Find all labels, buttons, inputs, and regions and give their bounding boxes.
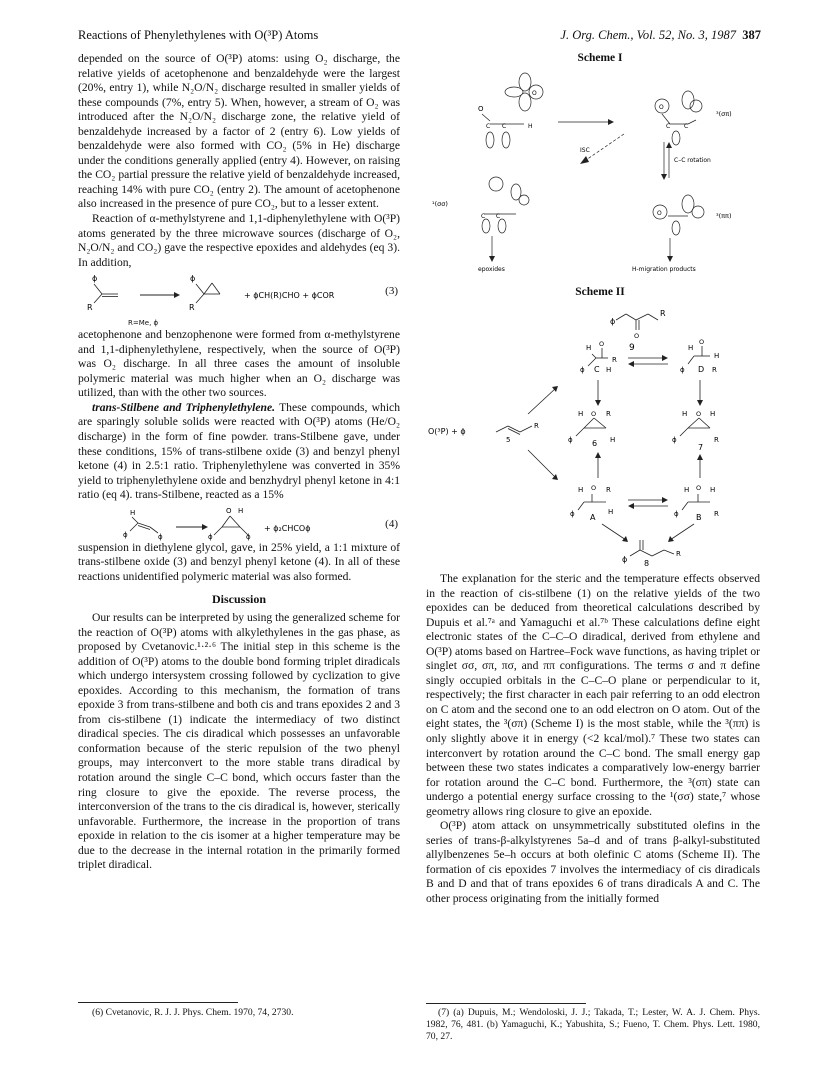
equation-4 [78, 503, 400, 541]
atom-h: H [714, 352, 720, 360]
atom-c: C [496, 213, 501, 220]
o-label: O [226, 506, 232, 515]
compound-a: A [590, 513, 596, 522]
page-number: 387 [742, 28, 761, 42]
phi-label: ϕ [580, 366, 585, 374]
equation-3-products: + ϕCH(R)CHO + ϕCOR [244, 291, 335, 301]
scheme-1-title: Scheme I [577, 52, 623, 64]
compound-c: C [594, 365, 600, 374]
paragraph: Reaction of α-methylstyrene and 1,1-diphenylethylene with O(³P) atoms generated by the three microwave sources (discharge of O₂, N₂O/N₂ and CO₂) gave the respective epoxides and aldehydes (eq 3). In addition, [78, 212, 400, 269]
phi-label: ϕ [190, 274, 196, 284]
atom-o: O [591, 484, 597, 492]
atom-o: O [696, 410, 702, 418]
atom-h: H [610, 436, 616, 444]
reactant-label: O(³P) + ϕ [428, 427, 466, 436]
phi-label: ϕ [246, 532, 251, 541]
paragraph: acetophenone and benzophenone were formed from α-methylstyrene and 1,1-diphenylethylene, respectively, when the source of O(³P) was O₂ discharge. In all three cases the amount of insoluble polymeric material was much higher when an O₂ discharge was utilized, than with the other two sources. [78, 328, 400, 400]
atom-o: O [657, 210, 662, 217]
phi-label: ϕ [672, 436, 677, 444]
phi-label: ϕ [674, 510, 679, 518]
h-label: H [238, 506, 244, 515]
atom-r: R [714, 436, 719, 444]
paragraph-with-runin-head [78, 401, 400, 503]
phi-label: ϕ [680, 366, 685, 374]
atom-c: C [502, 123, 507, 130]
journal-citation: J. Org. Chem., Vol. 52, No. 3, 1987 [560, 28, 736, 42]
atom-o: O [659, 104, 664, 111]
footnote-6: (6) Cvetanovic, R. J. J. Phys. Chem. 1970, 74, 2730. [92, 1007, 294, 1018]
runin-heading: trans-Stilbene and Triphenylethylene. [92, 400, 275, 414]
equation-remark: R=Me, ϕ [128, 319, 159, 328]
atom-h: H [586, 344, 592, 352]
atom-r: R [676, 550, 681, 558]
atom-h: H [578, 486, 584, 494]
equation-number: (4) [385, 517, 398, 530]
atom-c: C [684, 123, 689, 130]
atom-o: O [696, 484, 702, 492]
atom-r: R [712, 366, 717, 374]
atom-r: R [606, 410, 611, 418]
state-label-3-sigma-pi: ³(σπ) [716, 110, 732, 118]
atom-h: H [528, 123, 533, 130]
h-migration-label: H-migration products [632, 266, 696, 273]
footnote-7: (7) (a) Dupuis, M.; Wendoloski, J. J.; Takada, T.; Lester, W. A. J. Chem. Phys. 1982, 76, 481. (b) Yamaguchi, K.; Yabushita, S.; Fueno, T. Chem. Phys. Lett. 1980, 70, 27. [426, 1007, 760, 1042]
atom-o: O [532, 90, 537, 97]
left-column [78, 52, 400, 873]
scheme-2-title: Scheme II [575, 286, 625, 298]
atom-h: H [682, 410, 688, 418]
compound-5: 5 [506, 436, 511, 444]
phi-label: ϕ [570, 510, 575, 518]
atom-r: R [606, 486, 611, 494]
equation-number: (3) [385, 285, 398, 298]
paragraph: O(³P) atom attack on unsymmetrically substituted olefins in the series of trans-β-alkylstyrenes 5a–d and of trans β-alkyl-substituted allylbenzenes 5e–h occurs at both olefinic C atoms (Scheme II). The formation of cis epoxides 7 involves the intermediacy of cis diradicals B and D and that of trans epoxides 6 of trans diradicals A and C. The other process originating from the initially formed [426, 819, 760, 906]
phi-label: ϕ [158, 532, 163, 541]
paragraph: depended on the source of O(³P) atoms: using O₂ discharge, the relative yields of acetophenone and benzaldehyde were the largest (20%, entry 1), while N₂O/N₂ discharge resulted in smaller yields of these compounds (7%, entry 5). When, however, a stream of O₂ was introduced after the N₂O/N₂ discharge zone, the relative yield of benzaldehyde increased by a factor of 2 (entry 6). Low yields of benzaldehyde were also formed with CO₂ (5% in He) discharge under the conditions generally applied (entry 4). However, on raising the CO₂ partial pressure the relative yield of benzaldehyde increased, reaching 14% with pure CO₂ (entry 2). The amount of acetophenone also increased in the presence of pure CO₂, but to a lesser extent. [78, 52, 400, 211]
compound-6: 6 [592, 439, 598, 448]
atom-o: O [478, 105, 484, 113]
scheme-2-diagram [426, 300, 760, 568]
atom-h: H [688, 344, 694, 352]
phi-label: ϕ [568, 436, 573, 444]
compound-7: 7 [698, 443, 704, 452]
paragraph: Our results can be interpreted by using the generalized scheme for the reaction of O(³P) atoms with alkylethylenes in the gas phase, as proposed by Cvetanovic.¹·²·⁶ The initial step in this scheme is the addition of O(³P) atoms to the double bond forming triplet diradicals which undergo intersystem crossing followed by cyclization to give epoxides. According to this mechanism, the formation of trans epoxide 3 from trans-stilbene and both cis and trans epoxides 2 and 3 from cis-stilbene (1) indicate the intermediacy of two distinct diradical species. The cis diradical which possesses an unfavorable conformation because of the steric repulsion of the two phenyl groups, may interconvert to the more stable trans diradical by rotation around the single C–C bond, which occurs faster than the ring closure to give the epoxide. The reverse process, the interconversion of the trans to the cis diradical is, however, sterically unfavorable. Furthermore, the increase in the proportion of trans epoxide in relation to the cis isomer at a higher temperature may be due to the decrease in the internal rotation in the primarily formed triplet diradical. [78, 610, 400, 872]
compound-8: 8 [644, 559, 650, 568]
atom-h: H [608, 508, 614, 516]
compound-d: D [698, 365, 705, 374]
running-header-left: Reactions of Phenylethylenes with O(³P) Atoms [78, 28, 319, 42]
atom-h: H [710, 486, 716, 494]
state-label-1-sigma-sigma: ¹(σσ) [432, 200, 448, 208]
footnote-rule [426, 1003, 586, 1004]
atom-r: R [714, 510, 719, 518]
paragraph-body: These compounds, which are sparingly soluble solids were reacted with O(³P) atoms (He/O₂ discharge) in the form of fine powder. trans-Stilbene gave, under these conditions, 15% of trans-stilbene oxide (3) and benzyl phenyl ketone (4) in 2.5:1 ratio. Triphenylethylene was converted in 35% yield to triphenylethylene oxide and benzhydryl phenyl ketone in 4:1 ratio (eq 4). trans-Stilbene, reacted as a 15% [78, 400, 400, 502]
scheme-1-diagram [426, 66, 760, 278]
epoxides-label: epoxides [478, 266, 505, 273]
compound-9: 9 [629, 343, 635, 353]
h-label: H [130, 508, 136, 517]
phi-label: ϕ [208, 532, 213, 541]
atom-h: H [710, 410, 716, 418]
cc-rotation-label: C–C rotation [674, 157, 711, 164]
right-column [426, 572, 760, 907]
atom-r: R [660, 309, 666, 318]
footnote-rule [78, 1002, 238, 1003]
atom-h: H [606, 366, 612, 374]
phi-label: ϕ [92, 274, 98, 284]
atom-c: C [481, 213, 486, 220]
atom-o: O [599, 340, 605, 348]
equation-3-structures [78, 270, 400, 328]
section-heading-discussion: Discussion [211, 592, 267, 607]
equation-4-structures [78, 503, 400, 541]
atom-o: O [634, 332, 640, 340]
paragraph: The explanation for the steric and the temperature effects observed in the reaction of cis-stilbene (1) on the relative yields of the two epoxides can be deduced from theoretical calculations described by Dupuis et al.⁷ᵃ and Yamaguchi et al.⁷ᵇ These calculations define eight electronic states of the C–C–O diradical, derived from ethylene and O(³P) atoms based on Hartree–Fock wave functions, as having triplet or singlet σσ, σπ, πσ, and ππ configurations. The terms σ and π define singly occupied orbitals in the C–C–O plane or perpendicular to it, respectively; the first character in each pair referring to an odd electron on C atom and the second one to an odd electron on O atom. Out of the eight states, the ³(σπ) (Scheme I) is the most stable, while the ³(ππ) is only slightly above it in energy (<2 kcal/mol).⁷ These two states can interconvert by rotation around the C–C bond. The small energy gap between these two states indicates a comparatively low-energy barrier for rotation around the C–C bond. Furthermore, the ³(σπ) state can undergo a potential energy surface crossing to the ¹(σσ) state,⁷ whose geometry allows ring closure to give an epoxide. [426, 572, 760, 818]
phi-label: ϕ [610, 317, 616, 326]
phi-label: ϕ [123, 530, 128, 539]
phi-label: ϕ [622, 555, 628, 564]
atom-c: C [486, 123, 491, 130]
isc-label: ISC [580, 147, 590, 154]
atom-c: C [666, 123, 671, 130]
r-label: R [189, 303, 195, 313]
running-header-right [560, 28, 761, 43]
atom-h: H [684, 486, 690, 494]
atom-o: O [699, 338, 705, 346]
equation-4-products: + ϕ₂CHCOϕ [264, 523, 311, 533]
r-label: R [87, 303, 93, 313]
state-label-3-pi-pi: ³(ππ) [716, 212, 732, 220]
atom-r: R [612, 356, 617, 364]
atom-r: R [534, 422, 539, 430]
paragraph: suspension in diethylene glycol, gave, in 25% yield, a 1:1 mixture of trans-stilbene oxide (3) and benzyl phenyl ketone (4). In all of these reactions unidentified polymeric material was also formed. [78, 540, 400, 583]
compound-b: B [696, 513, 702, 522]
atom-h: H [578, 410, 584, 418]
equation-3 [78, 270, 400, 328]
atom-o: O [591, 410, 597, 418]
